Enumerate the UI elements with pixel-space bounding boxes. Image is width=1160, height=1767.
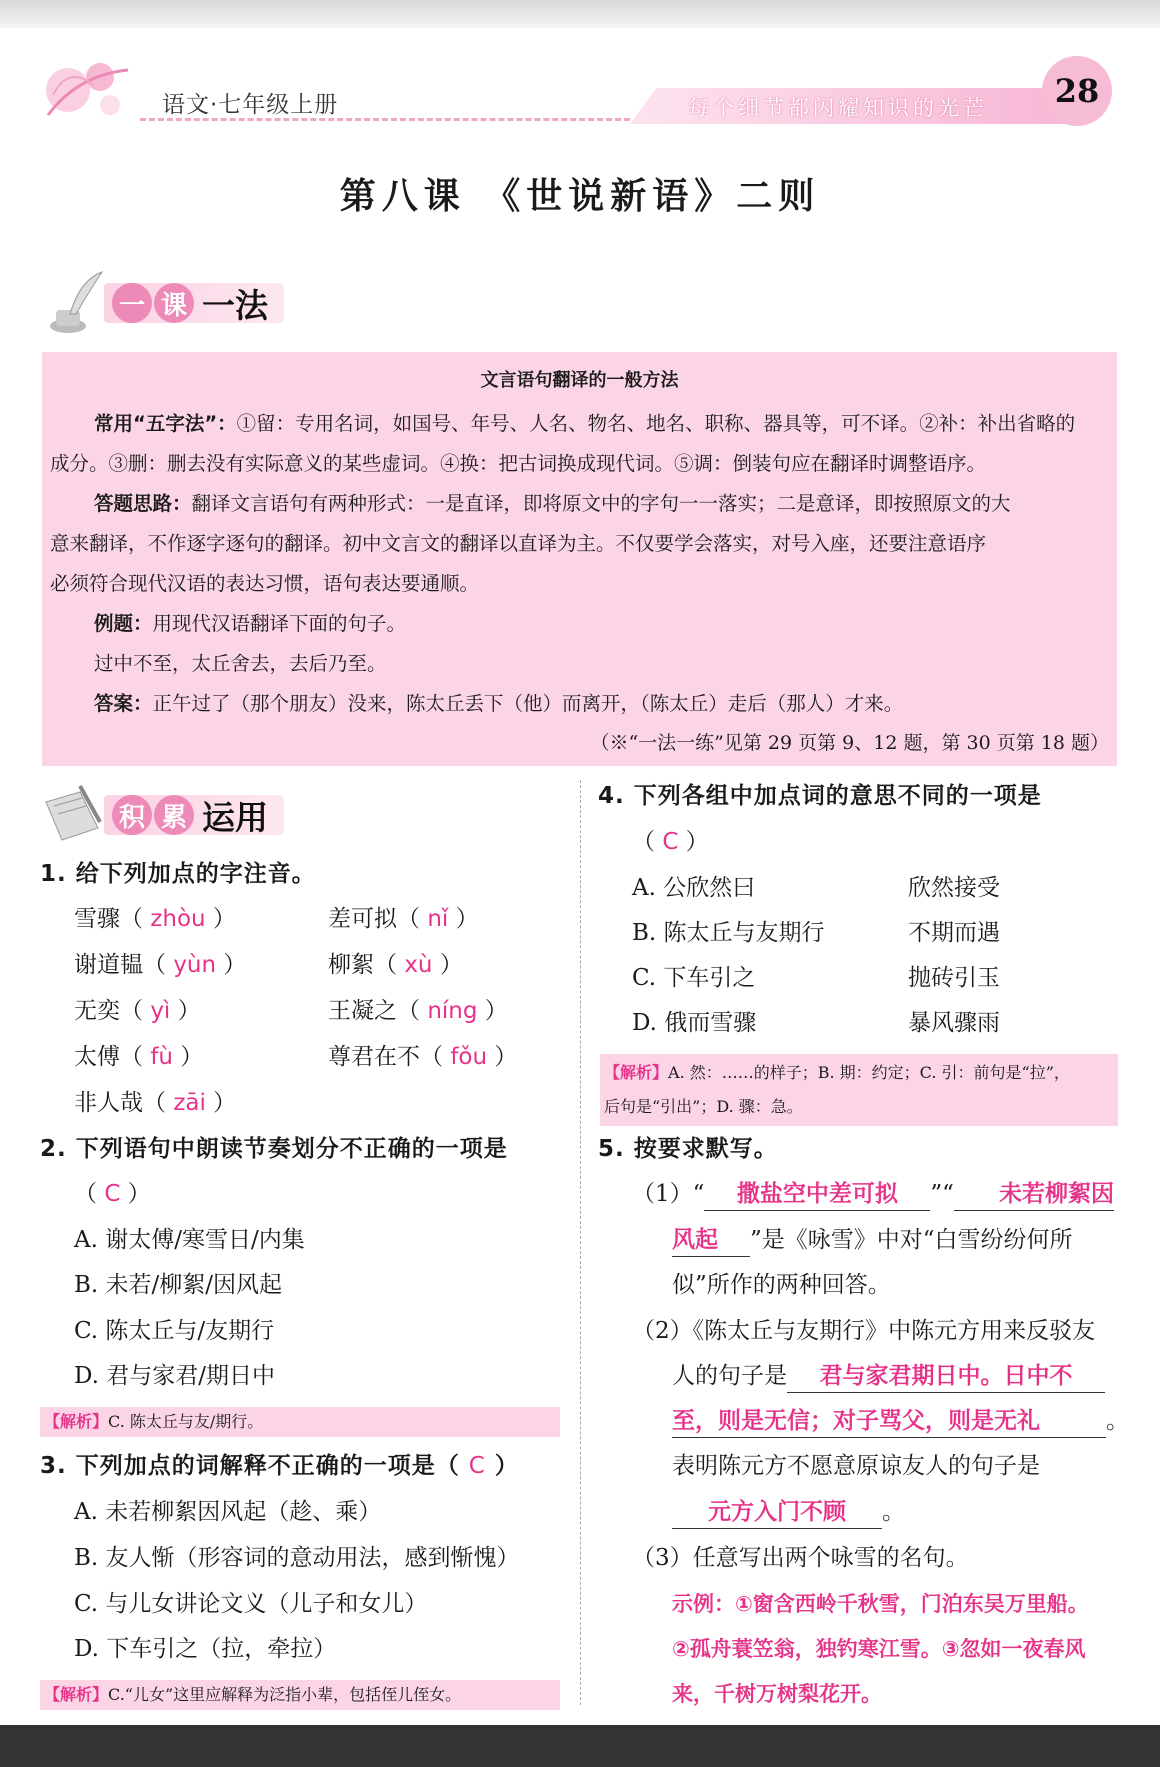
section-title: 运用: [202, 797, 268, 837]
header-dashed-line: [140, 118, 630, 121]
q5-part2-line4: 表明陈元方不愿意原谅友人的句子是: [672, 1453, 1040, 1479]
q5-part3-answer: 示例：①窗含西岭千秋雪，门泊东吴万里船。: [672, 1592, 1089, 1616]
q4-option-left: B. 陈太丘与友期行: [632, 920, 825, 946]
q3-option: C. 与儿女讲论文义（儿子和女儿）: [74, 1591, 428, 1617]
q4-option-left: A. 公欣然曰: [632, 875, 756, 901]
pinyin-item: 尊君在不（ fǒu ）: [328, 1044, 518, 1070]
q5-part2-line1: （2）《陈太丘与友期行》中陈元方用来反驳友: [632, 1318, 1096, 1344]
section-title: 一法: [202, 285, 268, 325]
q3-analysis: 【解析】C.“儿女”这里应解释为泛指小辈，包括侄儿侄女。: [40, 1680, 560, 1710]
q5-part1-line2: 风起 ”是《咏雪》中对“白雪纷纷何所: [672, 1224, 1073, 1257]
pinyin-item: 非人哉（ zāi ）: [74, 1090, 237, 1116]
q1-stem: 1. 给下列加点的字注音。: [40, 861, 316, 887]
q3-option: B. 友人惭（形容词的意动用法，感到惭愧）: [74, 1545, 520, 1571]
practice-reference: （※“一法一练”见第 29 页第 9、12 题，第 30 页第 18 题）: [590, 732, 1109, 754]
page-number-badge: [1042, 56, 1112, 126]
pinyin-item: 王凝之（ níng ）: [328, 998, 508, 1024]
pinyin-item: 差可拟（ nǐ ）: [328, 906, 479, 932]
q5-part1-line3: 似”所作的两种回答。: [672, 1272, 891, 1298]
q4-option-right: 暴风骤雨: [908, 1010, 1000, 1036]
q5-part1-line1: （1）“ 撒盐空中差可拟 ”“ 未若柳絮因: [632, 1178, 1114, 1211]
method-line: 意来翻译，不作逐字逐句的翻译。初中文言文的翻译以直译为主。不仅要学会落实，对号入座，还要注意语序: [50, 532, 987, 555]
section-band: [104, 795, 284, 835]
q5-stem: 5. 按要求默写。: [598, 1136, 778, 1162]
pinyin-item: 柳絮（ xù ）: [328, 952, 463, 978]
pinyin-item: 太傅（ fù ）: [74, 1044, 204, 1070]
book-pen-icon: [40, 782, 104, 848]
section-bubble: 积: [112, 795, 152, 835]
q5-part2-line5: 元方入门不顾 。: [672, 1496, 905, 1529]
bottom-edge: [0, 1725, 1160, 1767]
q4-option-left: D. 俄而雪骤: [632, 1010, 757, 1036]
section-bubble: 一: [112, 283, 152, 323]
method-box-title: 文言语句翻译的一般方法: [480, 370, 679, 391]
q5-part3-answer: ②孤舟蓑笠翁，独钓寒江雪。③忽如一夜春风: [672, 1637, 1086, 1661]
q2-option: A. 谢太傅/寒雪日/内集: [74, 1227, 305, 1253]
pinyin-item: 雪骤（ zhòu ）: [74, 906, 236, 932]
section-header-method: [40, 270, 284, 336]
q2-stem: 2. 下列语句中朗读节奏划分不正确的一项是: [40, 1136, 508, 1162]
q2-analysis: 【解析】C. 陈太丘与友/期行。: [40, 1407, 560, 1437]
section-header-practice: [40, 782, 284, 848]
method-line: 答案：正午过了（那个朋友）没来，陈太丘丢下（他）而离开，（陈太丘）走后（那人）才来。: [94, 692, 904, 715]
q4-option-right: 抛砖引玉: [908, 965, 1000, 991]
q4-option-right: 不期而遇: [908, 920, 1000, 946]
method-box: [42, 352, 1117, 766]
q3-stem: 3. 下列加点的词解释不正确的一项是（ C ）: [40, 1453, 519, 1479]
q4-stem: 4. 下列各组中加点词的意思不同的一项是: [598, 783, 1042, 809]
subject-label: 语文·七年级上册: [162, 92, 339, 118]
quill-inkwell-icon: [40, 270, 104, 336]
q4-answer: （ C ）: [632, 829, 709, 855]
q4-option-left: C. 下车引之: [632, 965, 756, 991]
q4-option-right: 欣然接受: [908, 875, 1000, 901]
method-line: 成分。③删：删去没有实际意义的某些虚词。④换：把古词换成现代词。⑤调：倒装句应在翻译时调整语序。: [50, 452, 987, 475]
header-slogan: 每个细节都闪耀知识的光芒: [688, 96, 988, 120]
page-number: 28: [1054, 72, 1100, 110]
method-line: 必须符合现代汉语的表达习惯，语句表达要通顺。: [50, 572, 480, 595]
q4-analysis: 【解析】A. 然：……的样子；B. 期：约定；C. 引：前句是“拉”， 后句是“引出”；D. 骤：急。: [600, 1054, 1118, 1126]
q5-part2-line2: 人的句子是 君与家君期日中。日中不: [672, 1360, 1105, 1393]
method-line: 常用“五字法”：①留：专用名词，如国号、年号、人名、物名、地名、职称、器具等，可不译。②补：补出省略的: [94, 412, 1076, 435]
floral-ornament-icon: [38, 55, 138, 125]
lesson-title: 第八课 《世说新语》二则: [339, 175, 821, 217]
q5-part2-line3: 至，则是无信；对子骂父，则是无礼 。: [672, 1405, 1129, 1438]
pinyin-item: 谢道韫（ yùn ）: [74, 952, 247, 978]
q2-option: C. 陈太丘与/友期行: [74, 1318, 275, 1344]
pinyin-item: 无奕（ yì ）: [74, 998, 201, 1024]
top-edge: [0, 0, 1160, 28]
method-line: 例题：用现代汉语翻译下面的句子。: [94, 612, 407, 635]
section-bubble: 课: [154, 283, 194, 323]
q2-option: B. 未若/柳絮/因风起: [74, 1272, 283, 1298]
q2-option: D. 君与家君/期日中: [74, 1363, 275, 1389]
q5-part3-stem: （3）任意写出两个咏雪的名句。: [632, 1545, 969, 1571]
q5-part3-answer: 来，千树万树梨花开。: [672, 1682, 882, 1706]
q3-option: A. 未若柳絮因风起（趁、乘）: [74, 1499, 382, 1525]
section-bubble: 累: [154, 795, 194, 835]
method-line: 过中不至，太丘舍去，去后乃至。: [94, 652, 387, 675]
method-line: 答题思路：翻译文言语句有两种形式：一是直译，即将原文中的字句一一落实；二是意译，即按照原文的大: [94, 492, 1011, 515]
q2-answer: （ C ）: [74, 1181, 151, 1207]
section-band: [104, 283, 284, 323]
column-divider: [580, 780, 581, 1705]
q3-option: D. 下车引之（拉，牵拉）: [74, 1636, 337, 1662]
